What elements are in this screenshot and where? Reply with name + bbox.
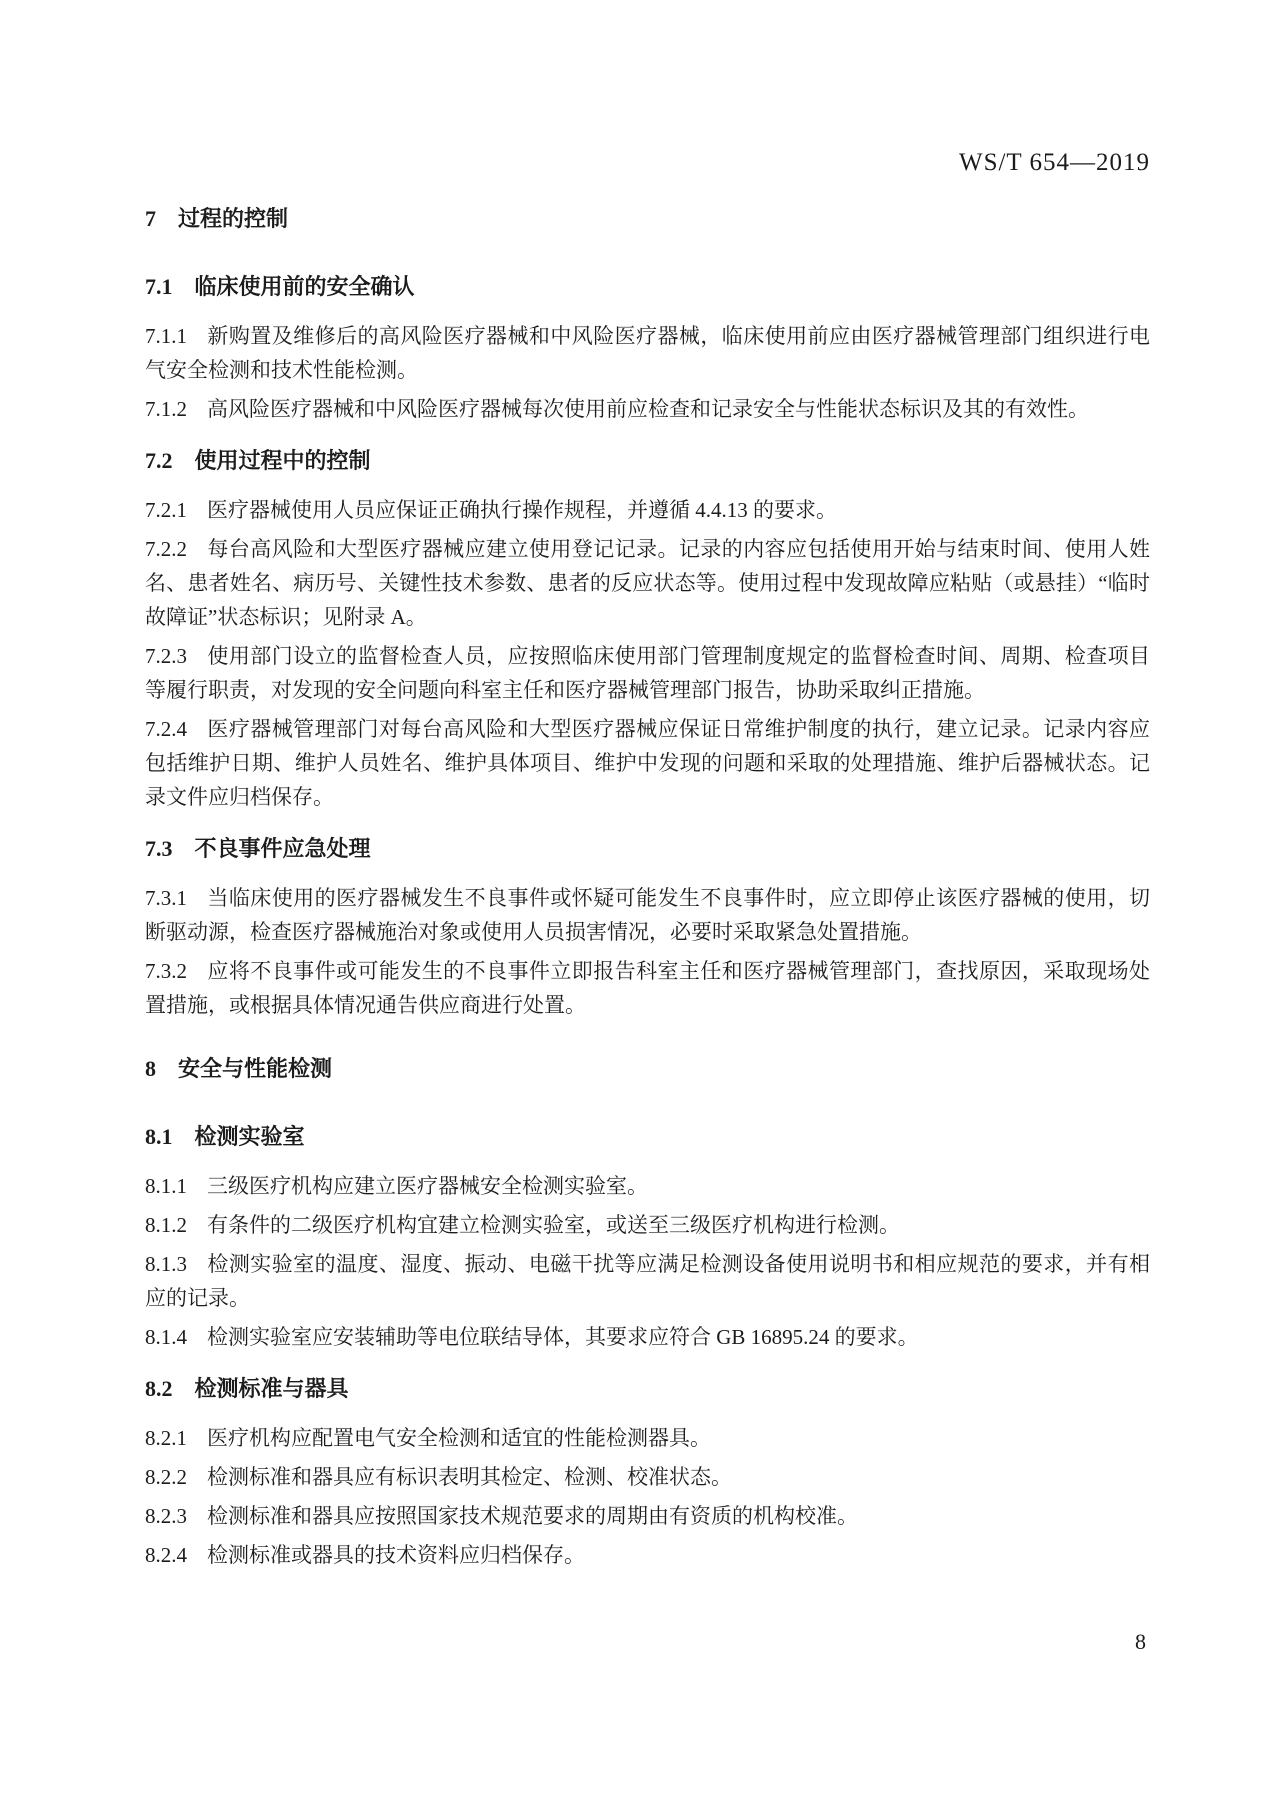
clause-text: 检测标准或器具的技术资料应归档保存。 (207, 1543, 585, 1567)
subsection-number: 7.1 (145, 274, 173, 299)
subsection-number: 7.3 (145, 836, 173, 861)
clause-number: 8.2.3 (145, 1504, 187, 1528)
subsection-heading-7-3 (145, 834, 1150, 864)
clause-number: 8.1.3 (145, 1252, 187, 1276)
clause-text: 使用部门设立的监督检查人员，应按照临床使用部门管理制度规定的监督检查时间、周期、检查项目等履行职责，对发现的安全问题向科室主任和医疗器械管理部门报告，协助采取纠正措施。 (145, 644, 1150, 702)
clause-number: 8.2.1 (145, 1426, 187, 1450)
subsection-title: 临床使用前的安全确认 (194, 274, 415, 299)
clause-text: 有条件的二级医疗机构宜建立检测实验室，或送至三级医疗机构进行检测。 (207, 1213, 900, 1237)
subsection-number: 8.2 (145, 1376, 173, 1401)
clause-text: 检测标准和器具应有标识表明其检定、检测、校准状态。 (207, 1465, 732, 1489)
page-number: 8 (1135, 1629, 1146, 1654)
clause-text: 检测标准和器具应按照国家技术规范要求的周期由有资质的机构校准。 (207, 1504, 858, 1528)
clause-text: 检测实验室的温度、湿度、振动、电磁干扰等应满足检测设备使用说明书和相应规范的要求，并有相应的记录。 (145, 1252, 1150, 1310)
clause-8-2-2 (145, 1460, 1150, 1494)
section-number: 8 (145, 1056, 156, 1081)
clause-number: 8.2.4 (145, 1543, 187, 1567)
clause-number: 7.3.2 (145, 959, 187, 983)
subsection-number: 7.2 (145, 448, 173, 473)
clause-text: 医疗机构应配置电气安全检测和适宜的性能检测器具。 (207, 1426, 711, 1450)
clause-number: 8.2.2 (145, 1465, 187, 1489)
clause-8-1-3 (145, 1247, 1150, 1315)
subsection-number: 8.1 (145, 1124, 173, 1149)
clause-7-2-4 (145, 712, 1150, 814)
clause-7-1-1 (145, 319, 1150, 387)
section-number: 7 (145, 206, 156, 231)
clause-number: 8.1.2 (145, 1213, 187, 1237)
subsection-title: 检测标准与器具 (194, 1376, 349, 1401)
clause-7-3-1 (145, 881, 1150, 949)
clause-number: 7.3.1 (145, 886, 187, 910)
clause-text: 当临床使用的医疗器械发生不良事件或怀疑可能发生不良事件时，应立即停止该医疗器械的使用，切断驱动源，检查医疗器械施治对象或使用人员损害情况，必要时采取紧急处置措施。 (145, 886, 1150, 944)
clause-7-3-2 (145, 954, 1150, 1022)
clause-number: 8.1.1 (145, 1174, 187, 1198)
clause-number: 7.2.1 (145, 498, 187, 522)
clause-number: 7.1.1 (145, 324, 187, 348)
clause-7-2-3 (145, 639, 1150, 707)
clause-text: 医疗器械使用人员应保证正确执行操作规程，并遵循 4.4.13 的要求。 (207, 498, 837, 522)
clause-8-1-2 (145, 1208, 1150, 1242)
subsection-title: 检测实验室 (194, 1124, 305, 1149)
subsection-heading-7-2 (145, 446, 1150, 476)
section-heading-8 (145, 1054, 1150, 1084)
clause-text: 应将不良事件或可能发生的不良事件立即报告科室主任和医疗器械管理部门，查找原因，采取现场处置措施，或根据具体情况通告供应商进行处置。 (145, 959, 1150, 1017)
clause-text: 新购置及维修后的高风险医疗器械和中风险医疗器械，临床使用前应由医疗器械管理部门组织进行电气安全检测和技术性能检测。 (145, 324, 1150, 382)
clause-number: 7.2.3 (145, 644, 187, 668)
clause-7-2-2 (145, 532, 1150, 634)
subsection-heading-8-2 (145, 1374, 1150, 1404)
standard-number-header: WS/T 654—2019 (958, 149, 1150, 176)
subsection-heading-8-1 (145, 1122, 1150, 1152)
clause-number: 7.1.2 (145, 397, 187, 421)
subsection-heading-7-1 (145, 272, 1150, 302)
clause-8-1-1 (145, 1169, 1150, 1203)
clause-number: 7.2.2 (145, 537, 187, 561)
clause-8-2-1 (145, 1421, 1150, 1455)
clause-text: 检测实验室应安装辅助等电位联结导体，其要求应符合 GB 16895.24 的要求。 (207, 1325, 919, 1349)
section-heading-7 (145, 204, 1150, 234)
clause-text: 高风险医疗器械和中风险医疗器械每次使用前应检查和记录安全与性能状态标识及其的有效性。 (207, 397, 1089, 421)
clause-7-2-1 (145, 493, 1150, 527)
clause-8-2-3 (145, 1499, 1150, 1533)
subsection-title: 使用过程中的控制 (194, 448, 371, 473)
section-title: 过程的控制 (178, 206, 289, 231)
clause-8-1-4 (145, 1320, 1150, 1354)
clause-7-1-2 (145, 392, 1150, 426)
clause-8-2-4 (145, 1538, 1150, 1572)
clause-number: 8.1.4 (145, 1325, 187, 1349)
subsection-title: 不良事件应急处理 (194, 836, 371, 861)
clause-text: 每台高风险和大型医疗器械应建立使用登记记录。记录的内容应包括使用开始与结束时间、使用人姓名、患者姓名、病历号、关键性技术参数、患者的反应状态等。使用过程中发现故障应粘贴（或悬挂）“临时故障证”状态标识；见附录 A。 (145, 537, 1150, 629)
clause-number: 7.2.4 (145, 717, 187, 741)
clause-text: 医疗器械管理部门对每台高风险和大型医疗器械应保证日常维护制度的执行，建立记录。记录内容应包括维护日期、维护人员姓名、维护具体项目、维护中发现的问题和采取的处理措施、维护后器械状态。记录文件应归档保存。 (145, 717, 1150, 809)
clause-text: 三级医疗机构应建立医疗器械安全检测实验室。 (207, 1174, 648, 1198)
section-title: 安全与性能检测 (178, 1056, 333, 1081)
